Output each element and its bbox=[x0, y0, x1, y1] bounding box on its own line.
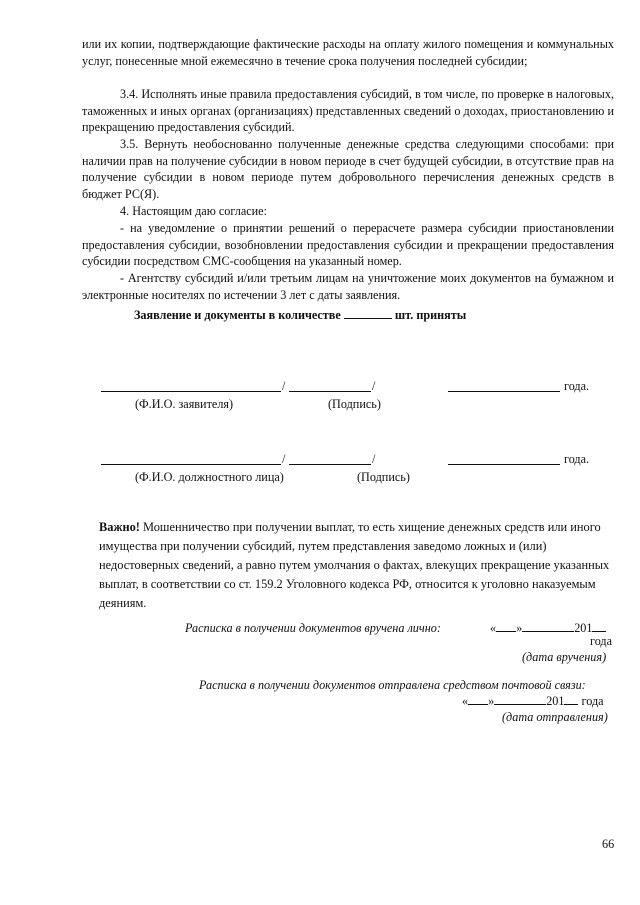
official-signature-line bbox=[289, 464, 371, 465]
official-name-caption: (Ф.И.О. должностного лица) bbox=[135, 470, 284, 484]
applicant-name-line bbox=[101, 391, 281, 392]
applicant-date-line bbox=[448, 391, 560, 392]
open-quote: « bbox=[462, 694, 469, 708]
year-word: года bbox=[581, 694, 604, 708]
documents-count-blank bbox=[344, 318, 392, 319]
applicant-name-caption: (Ф.И.О. заявителя) bbox=[135, 397, 234, 411]
slash-separator: / bbox=[282, 379, 286, 393]
year-blank bbox=[564, 704, 578, 705]
open-quote: « bbox=[490, 621, 497, 635]
signature-caption: (Подпись) bbox=[328, 397, 381, 411]
month-blank bbox=[494, 704, 546, 705]
year-prefix: 201 bbox=[574, 621, 593, 635]
date-handed-caption: (дата вручения) bbox=[522, 650, 607, 664]
paragraph-3-5: 3.5. Вернуть необоснованно полученные денежные средства следующими способами: при наличии прав на получение субсидии в новом периоде в счет будущей субсидии, в отсутствие прав на получение субсидии в новом периоде путем добровольного перечисления денежных средств в бюджет РС(Я). bbox=[82, 137, 614, 201]
paragraph-sms-consent: - на уведомление о принятии решений о перерасчете размера субсидии приостановлении предоставления субсидии, возобновлении предоставления субсидии и прекращении предоставления субсидии посредством СМС-сообщения на указанный номер. bbox=[82, 221, 614, 269]
paragraph-destruction-consent: - Агентству субсидий и/или третьим лицам на уничтожение моих документов на бумажном и электронные носителях по истечении 3 лет с даты заявления. bbox=[82, 271, 614, 302]
year-blank bbox=[592, 631, 606, 632]
receipt-personal-text: Расписка в получении документов вручена лично: bbox=[185, 621, 441, 635]
year-label: года. bbox=[564, 379, 590, 393]
accepted-prefix: Заявление и документы в количестве bbox=[134, 308, 341, 322]
receipt-postal-date bbox=[462, 693, 604, 709]
page-number: 66 bbox=[602, 837, 615, 851]
paragraph-expenses: или их копии, подтверждающие фактические расходы на оплату жилого помещения и коммунальных услуг, понесенные мной ежемесячно в течение срока получения последней субсидии; bbox=[82, 37, 614, 68]
day-blank bbox=[496, 631, 516, 632]
official-name-line bbox=[101, 464, 281, 465]
accepted-suffix: шт. приняты bbox=[394, 308, 467, 322]
day-blank bbox=[468, 704, 488, 705]
close-quote: » bbox=[488, 694, 495, 708]
paragraph-3-4: 3.4. Исполнять иные правила предоставления субсидий, в том числе, по проверке в налоговых, таможенных и иных органах (организациях) представленных сведений о доходах, приостановлению и прекращению предоставления субсидий. bbox=[82, 87, 614, 135]
receipt-personal-date bbox=[490, 620, 606, 636]
official-date-line bbox=[448, 464, 560, 465]
date-sent-caption: (дата отправления) bbox=[502, 710, 608, 724]
signature-caption: (Подпись) bbox=[357, 470, 410, 484]
year-word: года bbox=[590, 634, 613, 648]
fraud-warning bbox=[99, 518, 619, 613]
year-label: года. bbox=[564, 452, 590, 466]
slash-separator: / bbox=[282, 452, 286, 466]
month-blank bbox=[522, 631, 574, 632]
receipt-postal-text: Расписка в получении документов отправлена средством почтовой связи: bbox=[199, 678, 586, 692]
slash-separator: / bbox=[372, 452, 376, 466]
warning-lead: Важно! bbox=[99, 520, 140, 534]
paragraph-4-consent: 4. Настоящим даю согласие: bbox=[120, 204, 267, 218]
warning-text: Мошенничество при получении выплат, то есть хищение денежных средств или иного имущества при получении субсидий, путем представления заведомо ложных и (или) недостоверных сведений, а равно путем умолчания о фактах, влекущих прекращение указанных выплат, в соответствии со ст. 159.2 Уголовного кодекса РФ, относится к уголовно наказуемым деяниям. bbox=[99, 520, 610, 610]
year-prefix: 201 bbox=[546, 694, 565, 708]
applicant-signature-line bbox=[289, 391, 371, 392]
slash-separator: / bbox=[372, 379, 376, 393]
close-quote: » bbox=[516, 621, 523, 635]
documents-accepted-line bbox=[134, 307, 466, 323]
